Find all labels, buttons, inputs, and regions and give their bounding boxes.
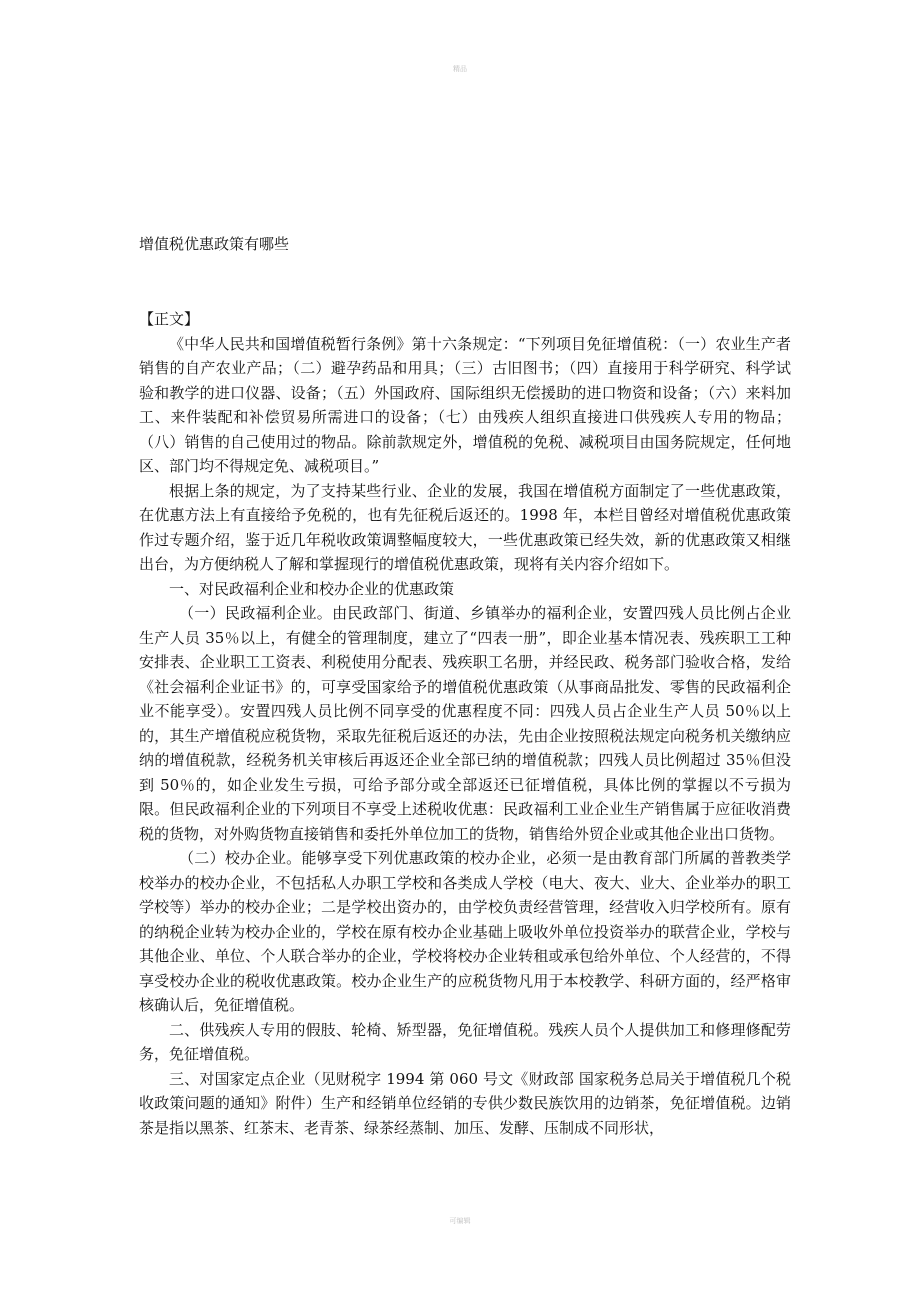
paragraph-intro: 根据上条的规定，为了支持某些行业、企业的发展，我国在增值税方面制定了一些优惠政策，在优惠方法上有直接给予免税的，也有先征税后返还的。1998 年，本栏目曾经对增值税优惠政策作过专题介绍，鉴于近几年税收政策调整幅度较大，一些优惠政策已经失效，新的优惠政策又相继出台，为方便纳税人了解和掌握现行的增值税优惠政策，现将有关内容介绍如下。: [139, 481, 791, 573]
paragraph-regulation: 《中华人民共和国增值税暂行条例》第十六条规定：“下列项目免征增值税：（一）农业生产者销售的自产农业产品；（二）避孕药品和用具；（三）古旧图书；（四）直接用于科学研究、科学试验和教学的进口仪器、设备；（五）外国政府、国际组织无偿援助的进口物资和设备；（六）来料加工、来件装配和补偿贸易所需进口的设备；（七）由残疾人组织直接进口供残疾人专用的物品；（八）销售的自己使用过的物品。除前款规定外，增值税的免税、减税项目由国务院规定，任何地区、部门均不得规定免、减税项目。”: [139, 334, 791, 475]
heading-section-1: 一、对民政福利企业和校办企业的优惠政策: [169, 579, 455, 598]
paragraph-border-tea: 三、对国家定点企业（见财税字 1994 第 060 号文《财政部 国家税务总局关于增值税几个税收政策问题的通知》附件）生产和经销单位经销的专供少数民族饮用的边销茶，免征增值税。边销茶是指以黑茶、红茶末、老青茶、绿茶经蒸制、加压、发酵、压制成不同形状，: [139, 1069, 791, 1137]
paragraph-welfare-enterprise: （一）民政福利企业。由民政部门、街道、乡镇举办的福利企业，安置四残人员比例占企业生产人员 35％以上，有健全的管理制度，建立了“四表一册”，即企业基本情况表、残疾职工工种安排表、企业职工工资表、利税使用分配表、残疾职工名册，并经民政、税务部门验收合格，发给《社会福利企业证书》的，可享受国家给予的增值税优惠政策（从事商品批发、零售的民政福利企业不能享受）。安置四残人员比例不同享受的优惠程度不同：四残人员占企业生产人员 50％以上的，其生产增值税应税货物，采取先征税后返还的办法，先由企业按照税法规定向税务机关缴纳应纳的增值税款，经税务机关审核后再返还企业全部已纳的增值税款；四残人员比例超过 35％但没到 50％的，如企业发生亏损，可给予部分或全部返还已征增值税，具体比例的掌握以不亏损为限。但民政福利企业的下列项目不享受上述税收优惠：民政福利工业企业生产销售属于应征收消费税的货物，对外购货物直接销售和委托外单位加工的货物，销售给外贸企业或其他企业出口货物。: [139, 604, 791, 843]
paragraph-school-enterprise: （二）校办企业。能够享受下列优惠政策的校办企业，必须一是由教育部门所属的普教类学校举办的校办企业，不包括私人办职工学校和各类成人学校（电大、夜大、业大、企业举办的职工学校等）举办的校办企业；二是学校出资办的，由学校负责经营管理，经营收入归学校所有。原有的纳税企业转为校办企业的，学校在原有校办企业基础上吸收外单位投资举办的联营企业，学校与其他企业、单位、个人联合举办的企业，学校将校办企业转租或承包给外单位、个人经营的，不得享受校办企业的税收优惠政策。校办企业生产的应税货物凡用于本校教学、科研方面的，经严格审核确认后，免征增值税。: [139, 849, 791, 1014]
page-title: 增值税优惠政策有哪些: [139, 235, 290, 253]
footer-watermark: 可编辑: [449, 1217, 471, 1225]
paragraph-disabled-items: 二、供残疾人专用的假肢、轮椅、矫型器，免征增值税。残疾人员个人提供加工和修理修配劳务，免征增值税。: [139, 1020, 791, 1063]
document-body: [139, 307, 791, 1140]
section-label: 【正文】: [139, 310, 200, 328]
header-watermark: 精品: [453, 65, 467, 73]
